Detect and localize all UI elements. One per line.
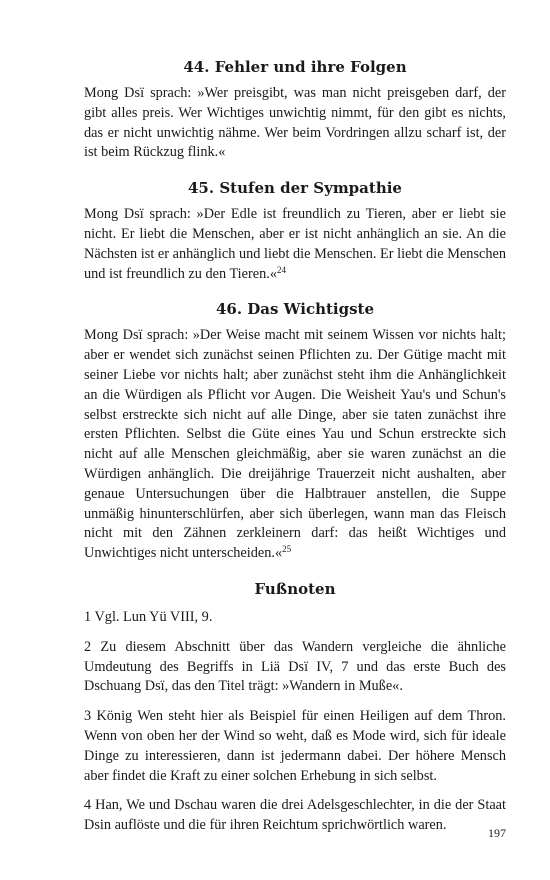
footnote-item: 3 König Wen steht hier als Beispiel für einen Heiligen auf dem Thron. Wenn von oben her der Wind so weht, daß es Mode wird, sich für ideale Dinge zu interessieren, dann ist jedermann dabei. Der höhere Mensch aber findet die Kraft zu einer solchen Erhebung in sich selbst.: [84, 708, 506, 784]
footnote-ref[interactable]: 24: [276, 264, 286, 275]
footnotes: [84, 578, 506, 836]
section-heading: 45. Stufen der Sympathie: [188, 179, 402, 198]
page-number: 197: [488, 826, 506, 840]
section-text: Mong Dsï sprach: »Wer preisgibt, was man nicht preisgeben darf, der gibt alles preis. Wer Wichtiges unwichtig nimmt, für den gibt es nichts, das er nicht unwichtig nähme. Wer beim Vordringen allzu scharf ist, der ist beim Rückzug flink.«: [84, 85, 506, 161]
section-heading: 44. Fehler und ihre Folgen: [183, 58, 407, 76]
footnotes-heading: Fußnoten: [254, 579, 336, 598]
footnote-item: 1 Vgl. Lun Yü VIII, 9.: [84, 608, 213, 625]
section-46: [84, 298, 506, 564]
footnote-ref[interactable]: 25: [282, 544, 292, 555]
section-heading: 46. Das Wichtigste: [215, 300, 375, 319]
section-text: Mong Dsï sprach: »Der Weise macht mit seinem Wissen vor nichts halt; aber er wendet sich zunächst seinen Pflichten zu. Der Gütige macht mit seiner Liebe vor nichts halt; aber zunächst steht ihm die Anhänglichkeit an die Würdigen als Pflicht vor Augen. Die Weisheit Yau's und Schun's selbst erstreckte sich nicht auf alle Dinge, aber sie taten zunächst ihre ersten Pflichten. Selbst die Güte eines Yau und Schun erstreckte sich nicht auf alle Menschen gleichmäßig, aber sie waren zunächst an die Würdigen anhänglich. Die dreijährige Trauerzeit nicht aushalten, aber genaue Untersuchungen über die Halbtrauer anstellen, die Suppe unmäßig hinunterschlürfen, aber sich überlegen, wann man das Fleisch nicht mit den Zähnen zerkleinern darf: das heißt Wichtiges und Unwichtiges nicht unterscheiden.«$^{25}$: [84, 327, 506, 562]
section-45: [84, 177, 506, 284]
section-44: [84, 56, 506, 163]
footnote-item: 2 Zu diesem Abschnitt über das Wandern vergleiche die ähnliche Umdeutung des Begriffs in Liä Dsï IV, 7 und das erste Buch des Dschuang Dsï, das den Titel trägt: »Wandern in Muße«.: [84, 638, 506, 695]
section-text: Mong Dsï sprach: »Der Edle ist freundlich zu Tieren, aber er liebt sie nicht. Er liebt die Menschen, aber er ist nicht anhänglich an sie. An die Nächsten ist er anhänglich und liebt die Menschen. Er liebt die Menschen und ist freundlich zu den Tieren.«$^{24}$: [84, 206, 506, 282]
book-page: [84, 56, 506, 846]
footnote-item: 4 Han, We und Dschau waren die drei Adelsgeschlechter, in die der Staat Dsin auflöste und die für ihren Reichtum sprichwörtlich waren.: [84, 797, 506, 834]
